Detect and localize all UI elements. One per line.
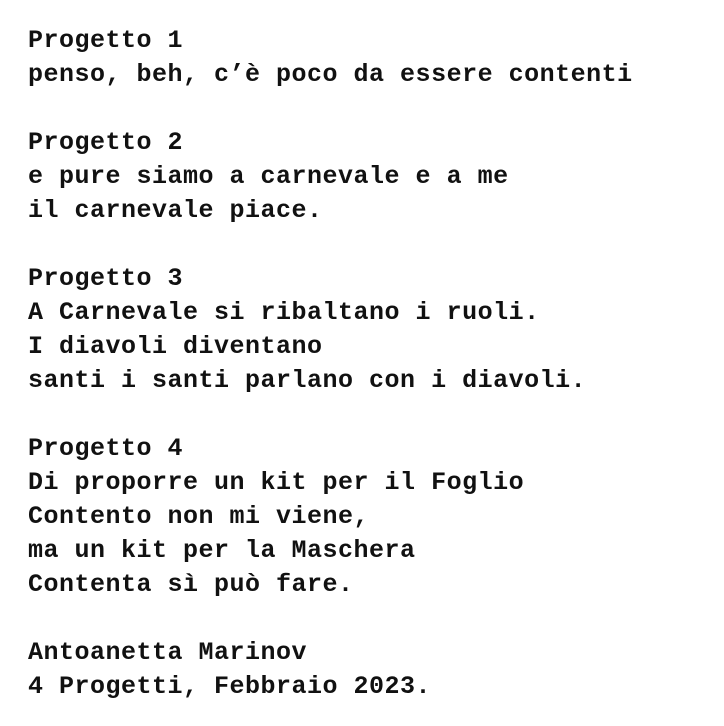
poem-document [28,24,708,704]
poem-line: il carnevale piace. [28,196,323,225]
signature-caption: 4 Progetti, Febbraio 2023. [28,672,432,701]
project-title: Progetto 3 [28,264,184,293]
author-name: Antoanetta Marinov [28,638,308,667]
project-title: Progetto 1 [28,26,184,55]
poem-line: penso, beh, c’è poco da essere contenti [28,60,633,89]
poem-line: I diavoli diventano [28,332,323,361]
poem-line: Contento non mi viene, [28,502,370,531]
poem-line: santi i santi parlano con i diavoli. [28,366,587,395]
poem-line: Di proporre un kit per il Foglio [28,468,525,497]
poem-line: ma un kit per la Maschera [28,536,416,565]
signature-block [28,636,708,704]
poem-line: A Carnevale si ribaltano i ruoli. [28,298,540,327]
project-title: Progetto 2 [28,128,184,157]
project-block-4 [28,432,708,602]
project-block-3 [28,262,708,398]
poem-line: e pure siamo a carnevale e a me [28,162,509,191]
project-block-1 [28,24,708,92]
project-title: Progetto 4 [28,434,184,463]
project-block-2 [28,126,708,228]
poem-line: Contenta sì può fare. [28,570,354,599]
